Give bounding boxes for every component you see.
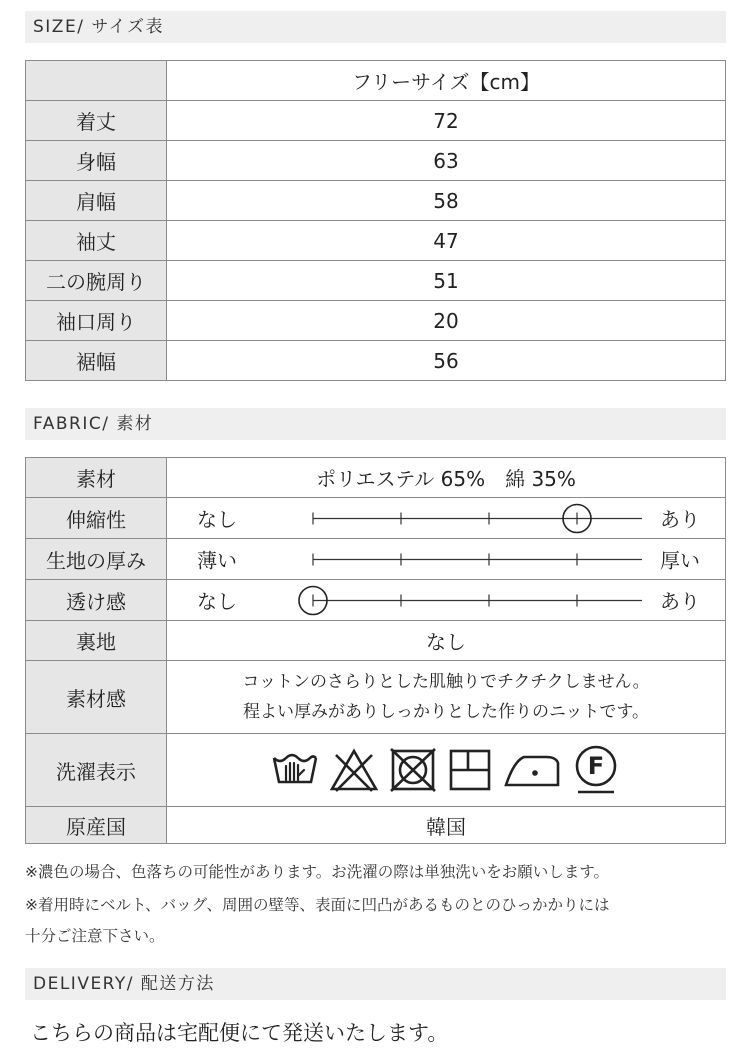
scale-right-label: あり [660,589,700,614]
care-icons-cell [167,734,726,807]
table-row [26,458,726,498]
delivery-section-header: DELIVERY/ 配送方法 [25,968,726,1000]
size-label: 裾幅 [26,341,167,381]
scale-left-label: 薄い [197,548,237,573]
scale-right-label: あり [660,507,700,532]
texture-line: コットンのさらりとした肌触りでチクチクしません。 [242,672,650,692]
texture-label: 素材感 [26,661,167,734]
fabric-table [25,457,726,844]
note-line: 十分ご注意下さい。 [25,927,165,945]
care-label: 洗濯表示 [26,734,167,807]
size-label: 袖丈 [26,221,167,261]
size-table-header-row [26,61,726,101]
size-value: 56 [167,341,726,381]
size-table [25,60,726,381]
size-value: 51 [167,261,726,301]
table-row [26,734,726,807]
table-row [26,141,726,181]
table-row [26,181,726,221]
lining-value: なし [167,621,726,661]
size-value: 58 [167,181,726,221]
no-bleach-icon [328,747,380,793]
lining-label: 裏地 [26,621,167,661]
table-row [26,580,726,621]
size-label: 肩幅 [26,181,167,221]
fabric-section-header: FABRIC/ 素材 [25,408,726,440]
no-tumble-dry-icon [388,747,438,793]
size-value: 47 [167,221,726,261]
scale-left-label: なし [197,589,237,614]
table-row [26,661,726,734]
table-row [26,341,726,381]
stretch-scale [167,498,726,539]
origin-value: 韓国 [167,807,726,844]
scale-track [262,539,642,580]
thickness-scale [167,539,726,580]
hand-wash-icon [270,748,320,792]
table-row [26,261,726,301]
origin-label: 原産国 [26,807,167,844]
size-value: 63 [167,141,726,181]
size-section-header: SIZE/ サイズ表 [25,11,726,43]
texture-value [167,661,726,734]
table-row [26,807,726,844]
size-label: 袖口周り [26,301,167,341]
size-value: 20 [167,301,726,341]
table-row [26,301,726,341]
scale-track [262,580,642,621]
note-line: ※着用時にベルト、バッグ、周囲の壁等、表面に凹凸があるものとのひっかかりには [25,896,610,914]
scale-right-label: 厚い [660,548,700,573]
table-row [26,101,726,141]
scale-track [262,498,642,539]
table-row [26,498,726,539]
size-value: 72 [167,101,726,141]
size-label: 着丈 [26,101,167,141]
transparency-label: 透け感 [26,580,167,621]
scale-left-label: なし [197,507,237,532]
transparency-scale [167,580,726,621]
stretch-label: 伸縮性 [26,498,167,539]
dry-clean-letter: F [587,752,605,780]
size-table-corner [26,61,167,101]
material-value: ポリエステル 65% 綿 35% [167,458,726,498]
thickness-label: 生地の厚み [26,539,167,580]
line-dry-icon [446,747,494,793]
material-label: 素材 [26,458,167,498]
size-label: 二の腕周り [26,261,167,301]
note-line: ※濃色の場合、色落ちの可能性があります。お洗濯の際は単独洗いをお願いします。 [25,863,610,881]
low-iron-icon [502,747,562,793]
dry-clean-f-icon [570,744,622,796]
size-column-header: フリーサイズ【cm】 [167,61,726,101]
table-row [26,621,726,661]
delivery-text: こちらの商品は宅配便にて発送いたします。 [30,1021,449,1045]
table-row [26,539,726,580]
size-label: 身幅 [26,141,167,181]
table-row [26,221,726,261]
texture-line: 程よい厚みがありしっかりとした作りのニットです。 [243,702,649,722]
notes [25,857,726,950]
